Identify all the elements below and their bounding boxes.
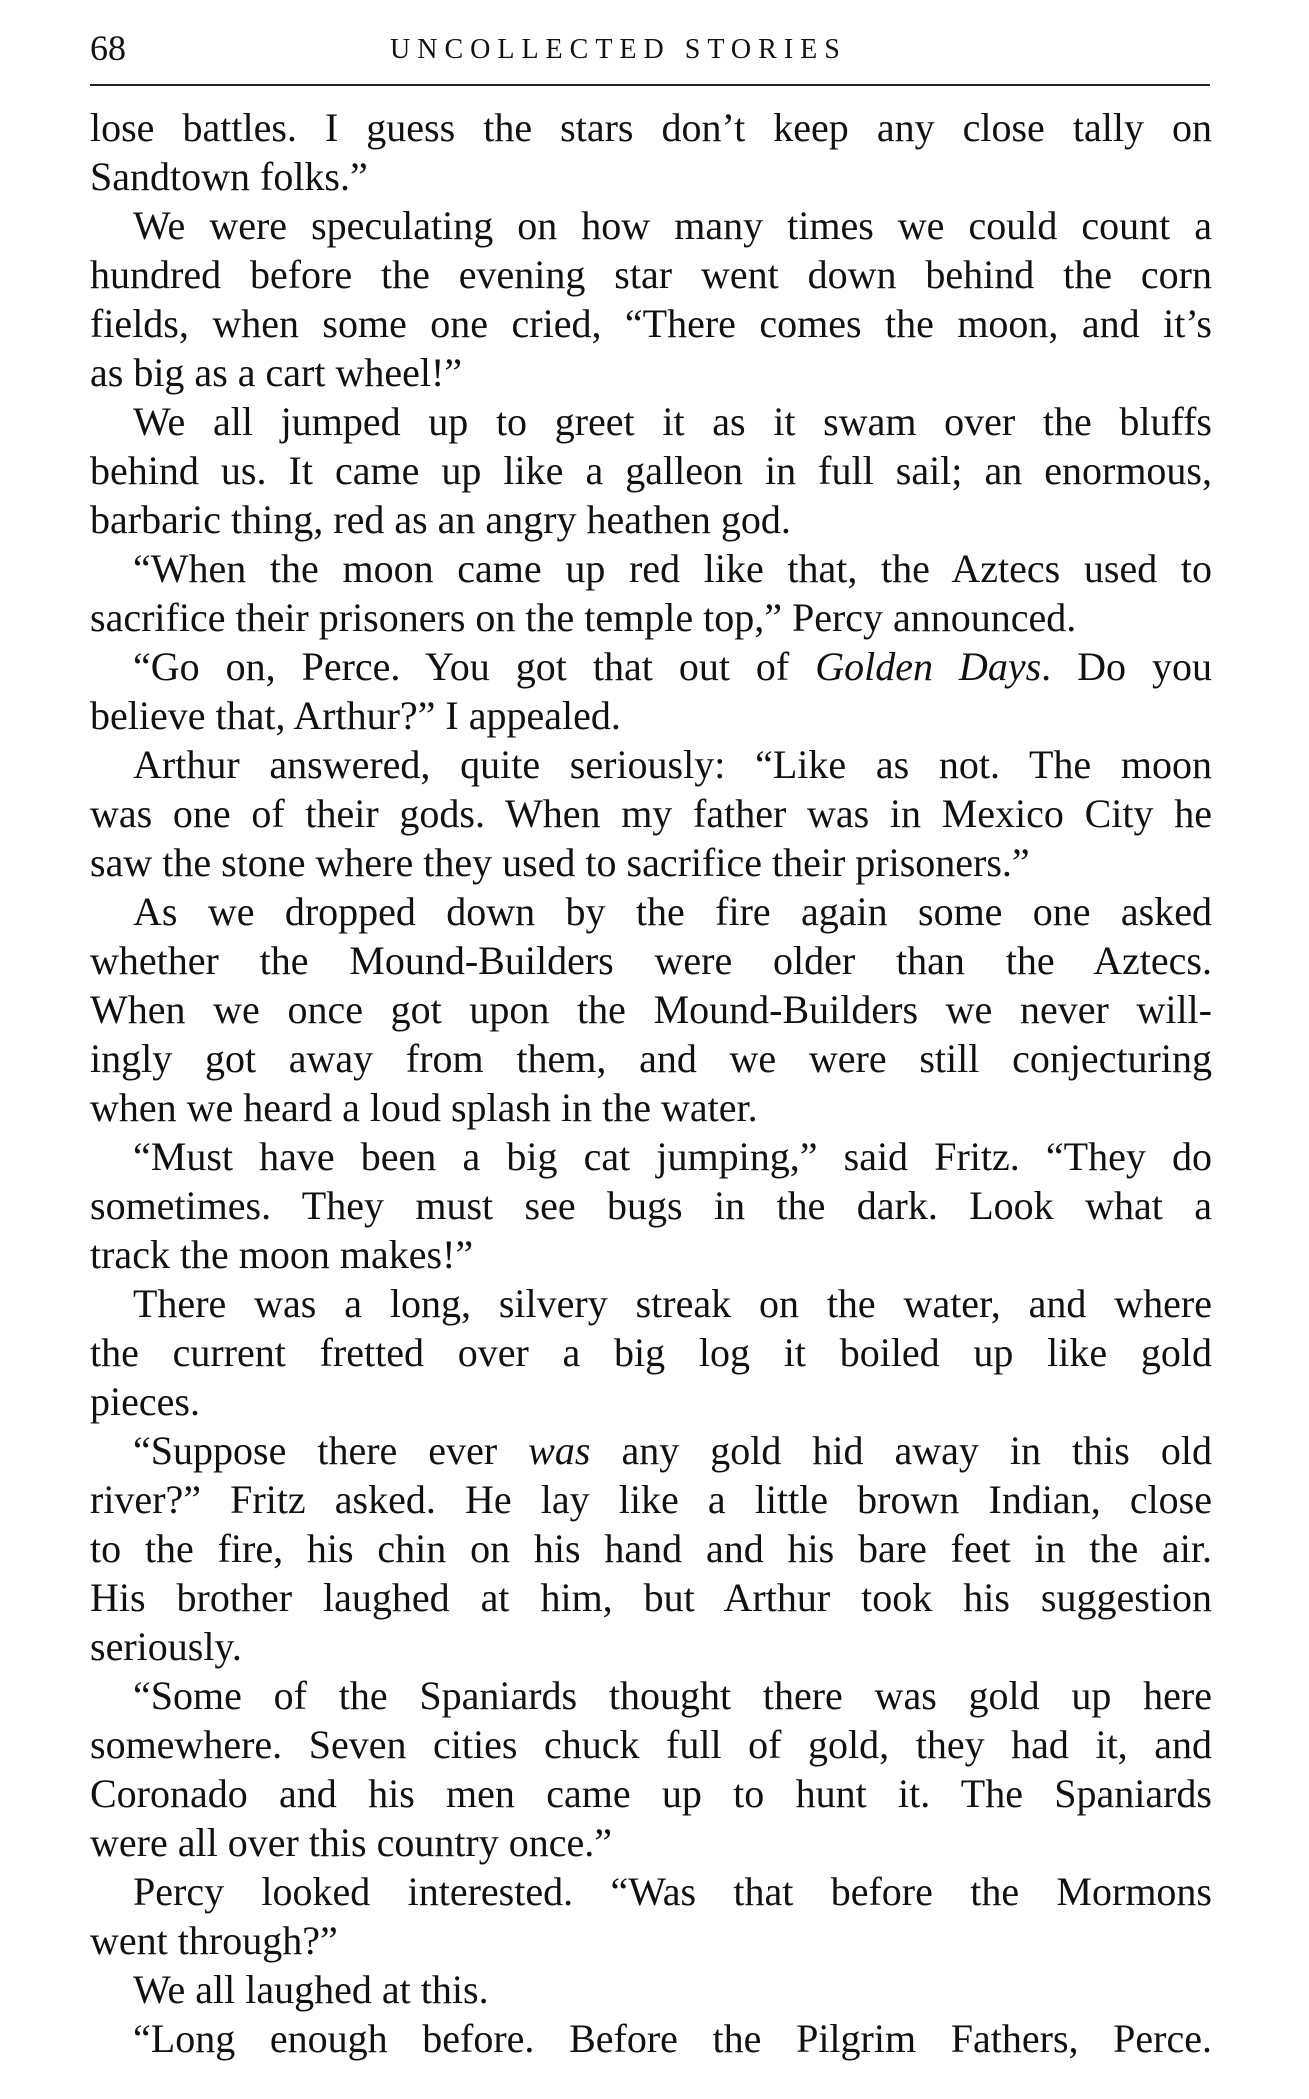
text-line: barbaric thing, red as an angry heathen god.: [90, 497, 791, 542]
running-head: UNCOLLECTED STORIES: [390, 34, 847, 65]
text-line: went through?”: [90, 1918, 338, 1963]
page-header: [90, 28, 1210, 86]
text-line: hundred before the evening star went down behind the corn: [90, 252, 1212, 297]
text-line: “When the moon came up red like that, the Aztecs used to: [133, 546, 1212, 591]
text-line: behind us. It came up like a galleon in full sail; an enormous,: [90, 448, 1212, 493]
text-line: We all jumped up to greet it as it swam over the bluffs: [133, 399, 1212, 444]
text-line: ingly got away from them, and we were still conjecturing: [90, 1036, 1212, 1081]
text-line: We all laughed at this.: [133, 1967, 489, 2012]
text-line: “Must have been a big cat jumping,” said Fritz. “They do: [133, 1134, 1212, 1179]
text-line: Arthur answered, quite seriously: “Like as not. The moon: [133, 742, 1212, 787]
text-line: fields, when some one cried, “There comes the moon, and it’s: [90, 301, 1212, 346]
text-line: sometimes. They must see bugs in the dark. Look what a: [90, 1183, 1212, 1228]
text-line: believe that, Arthur?” I appealed.: [90, 693, 621, 738]
text-line: As we dropped down by the fire again some one asked: [133, 889, 1212, 934]
text-line: We were speculating on how many times we could count a: [133, 203, 1212, 248]
page-number: 68: [90, 28, 126, 68]
text-line: the current fretted over a big log it boiled up like gold: [90, 1330, 1212, 1375]
text-line: when we heard a loud splash in the water.: [90, 1085, 758, 1130]
italic-title: was: [528, 1428, 591, 1473]
text-line: His brother laughed at him, but Arthur took his suggestion: [90, 1575, 1212, 1620]
text-line: sacrifice their prisoners on the temple top,” Percy announced.: [90, 595, 1077, 640]
text-line: whether the Mound-Builders were older than the Aztecs.: [90, 938, 1212, 983]
text-line: lose battles. I guess the stars don’t keep any close tally on: [90, 105, 1212, 150]
text-run: “Go on, Perce. You got that out of: [133, 644, 816, 689]
text-line: track the moon makes!”: [90, 1232, 474, 1277]
text-line: saw the stone where they used to sacrifice their prisoners.”: [90, 840, 1030, 885]
text-line: When we once got upon the Mound-Builders we never will-: [90, 987, 1212, 1032]
italic-title: Golden Days: [815, 644, 1042, 689]
text-run: “Suppose there ever: [133, 1428, 529, 1473]
body-text: [90, 103, 1212, 2063]
text-line: There was a long, silvery streak on the water, and where: [133, 1281, 1212, 1326]
text-line: seriously.: [90, 1624, 242, 1669]
text-run: . Do you: [1041, 644, 1212, 689]
text-line: Percy looked interested. “Was that before the Mormons: [133, 1869, 1212, 1914]
text-line: river?” Fritz asked. He lay like a little brown Indian, close: [90, 1477, 1212, 1522]
text-line: to the fire, his chin on his hand and his bare feet in the air.: [90, 1526, 1212, 1571]
text-line: was one of their gods. When my father was in Mexico City he: [90, 791, 1212, 836]
text-line: somewhere. Seven cities chuck full of gold, they had it, and: [90, 1722, 1212, 1767]
text-run: any gold hid away in this old: [590, 1428, 1212, 1473]
text-line: were all over this country once.”: [90, 1820, 613, 1865]
text-line: [90, 1426, 1212, 1475]
text-line: [90, 642, 1212, 691]
text-line: as big as a cart wheel!”: [90, 350, 463, 395]
text-line: “Long enough before. Before the Pilgrim Fathers, Perce.: [133, 2016, 1212, 2061]
text-line: pieces.: [90, 1379, 200, 1424]
text-line: Coronado and his men came up to hunt it. The Spaniards: [90, 1771, 1212, 1816]
text-line: Sandtown folks.”: [90, 154, 368, 199]
text-line: “Some of the Spaniards thought there was gold up here: [133, 1673, 1212, 1718]
